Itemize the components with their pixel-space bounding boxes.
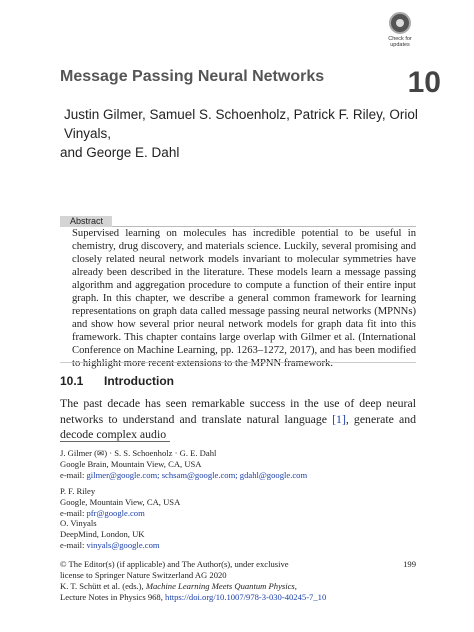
check-for-updates-badge[interactable] bbox=[383, 12, 417, 52]
affiliation-block: O. Vinyals DeepMind, London, UK e-mail: vinyals@google.com bbox=[60, 518, 416, 551]
section-title: Introduction bbox=[104, 374, 174, 388]
affiliation-names: J. Gilmer (✉) · S. S. Schoenholz · G. E. Dahl bbox=[60, 448, 217, 458]
affiliation-names: O. Vinyals bbox=[60, 518, 97, 528]
author-list: Justin Gilmer, Samuel S. Schoenholz, Patrick F. Riley, Oriol Vinyals, and George E. Dahl bbox=[60, 107, 418, 160]
email-link[interactable]: pfr@google.com bbox=[86, 508, 145, 518]
section-number: 10.1 bbox=[60, 374, 84, 388]
affiliation-block: P. F. Riley Google, Mountain View, CA, USA e-mail: pfr@google.com bbox=[60, 486, 416, 519]
affiliation-names: P. F. Riley bbox=[60, 486, 96, 496]
doi-link[interactable]: https://doi.org/10.1007/978-3-030-40245-7_10 bbox=[165, 592, 327, 602]
citation-link[interactable]: [1] bbox=[332, 411, 346, 426]
copyright-footer: © The Editor(s) (if applicable) and The Author(s), under exclusive license to Springer Nature Switzerland AG 2020 K. T. Schütt et al. (eds.), Machine Learning Meets Quantum Physics, Lecture Notes in Physics 968, https://doi.org/10.1007/978-3-030-40245-7_10 bbox=[60, 559, 327, 602]
section-heading bbox=[60, 374, 174, 388]
abstract-heading: Abstract bbox=[60, 216, 112, 227]
email-link[interactable]: vinyals@google.com bbox=[86, 540, 160, 550]
email-link[interactable]: gilmer@google.com; schsam@google.com; gdahl@google.com bbox=[86, 470, 308, 480]
check-for-updates-label: Check for updates bbox=[388, 36, 412, 48]
abstract-divider bbox=[60, 362, 416, 363]
affiliation-org: Google Brain, Mountain View, CA, USA bbox=[60, 459, 202, 469]
chapter-title: Message Passing Neural Networks bbox=[60, 68, 325, 85]
intro-paragraph: The past decade has seen remarkable success in the use of deep neural networks to understand and translate natural language [1], generate and decode complex audio bbox=[60, 396, 416, 441]
abstract-body: Supervised learning on molecules has incredible potential to be useful in chemistry, drug discovery, and materials science. Luckily, several promising and closely related neural network models invariant to molecular symmetries have already been described in the literature. These models learn a message passing algorithm and aggregation procedure to compute a function of their entire input graph. In this chapter, we describe a general common framework for learning representations on graph data called message passing neural networks (MPNNs) and show how several prior neural network models for graph data fit into this framework. This chapter contains large overlap with Gilmer et al. (International Conference on Machine Learning, pp. 1263–1272, 2017), and has been modified to highlight more recent extensions to the MPNN framework. bbox=[72, 228, 416, 369]
affiliation-org: DeepMind, London, UK bbox=[60, 529, 145, 539]
footnote-rule bbox=[60, 441, 170, 442]
page-number: 199 bbox=[403, 559, 416, 569]
chapter-number: 10 bbox=[407, 66, 441, 99]
affiliation-org: Google, Mountain View, CA, USA bbox=[60, 497, 181, 507]
affiliation-block: J. Gilmer (✉) · S. S. Schoenholz · G. E. Dahl Google Brain, Mountain View, CA, USA e-mail: gilmer@google.com; schsam@google.com; gdahl@google.com bbox=[60, 448, 416, 481]
check-for-updates-icon bbox=[389, 12, 411, 34]
